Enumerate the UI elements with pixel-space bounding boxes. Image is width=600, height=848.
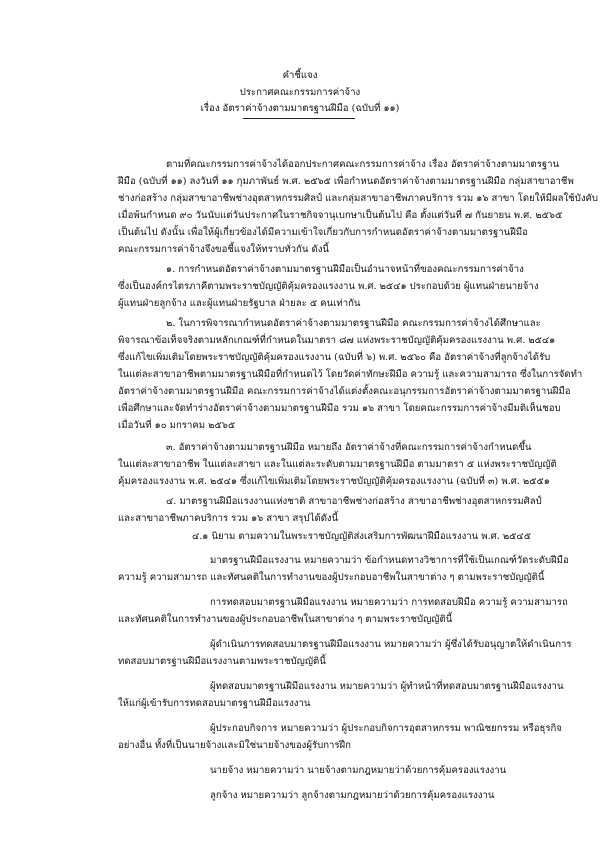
section-4-1-heading: ๔.๑ นิยาม ตามความในพระราชบัญญัติส่งเสริมการพัฒนาฝีมือแรงงาน พ.ศ. ๒๕๔๕ — [192, 531, 531, 542]
item-2-line: ๒. ในการพิจารณากำหนดอัตราค่าจ้างตามมาตรฐานฝีมือ คณะกรรมการค่าจ้างได้ศึกษาและ — [166, 318, 541, 329]
body-line: ตามที่คณะกรรมการค่าจ้างได้ออกประกาศคณะกรรมการค่าจ้าง เรื่อง อัตราค่าจ้างตามมาตรฐาน — [166, 159, 560, 170]
definition-line: และทัศนคติในการทำงานของผู้ประกอบอาชีพในสาขาต่าง ๆ ตามพระราชบัญญัตินี้ — [118, 614, 453, 625]
definition-line: ให้แก่ผู้เข้ารับการทดสอบมาตรฐานฝีมือแรงงาน — [118, 698, 311, 709]
definition-line: นายจ้าง หมายความว่า นายจ้างตามกฎหมายว่าด้วยการคุ้มครองแรงงาน — [210, 765, 507, 776]
item-2-line: อัตราค่าจ้างตามมาตรฐานฝีมือ คณะกรรมการค่าจ้างได้แต่งตั้งคณะอนุกรรมการอัตราค่าจ้างตามมาตรฐานฝีมือ — [118, 386, 571, 397]
title-divider — [243, 118, 355, 119]
body-line: เมื่อพ้นกำหนด ๙๐ วันนับแต่วันประกาศในราชกิจจานุเบกษาเป็นต้นไป คือ ตั้งแต่วันที่ ๗ กันยายน พ.ศ. ๒๕๖๕ — [118, 210, 563, 221]
definition-line: ลูกจ้าง หมายความว่า ลูกจ้างตามกฎหมายว่าด้วยการคุ้มครองแรงงาน — [210, 790, 495, 801]
item-2-line: ในแต่ละสาขาอาชีพตามมาตรฐานฝีมือที่กำหนดไว้ โดยวัดค่าทักษะฝีมือ ความรู้ และความสามารถ ซึ่งในการจัดทำ — [118, 369, 583, 380]
definition-line: ผู้ดำเนินการทดสอบมาตรฐานฝีมือแรงงาน หมายความว่า ผู้ซึ่งได้รับอนุญาตให้ดำเนินการ — [210, 639, 572, 650]
item-2-line: ซึ่งแก้ไขเพิ่มเติมโดยพระราชบัญญัติคุ้มครองแรงงาน (ฉบับที่ ๖) พ.ศ. ๒๕๖๐ คือ อัตราค่าจ้างที่ลูกจ้างได้รับ — [118, 352, 551, 363]
item-4-line: ๔. มาตรฐานฝีมือแรงงานแห่งชาติ สาขาอาชีพช่างก่อสร้าง สาขาอาชีพช่างอุตสาหกรรมศิลป์ — [166, 496, 542, 507]
definition-line: ความรู้ ความสามารถ และทัศนคติในการทำงานของผู้ประกอบอาชีพในสาขาต่าง ๆ ตามพระราชบัญญัตินี้ — [118, 572, 545, 583]
definition-line: ทดสอบมาตรฐานฝีมือแรงงานตามพระราชบัญญัตินี้ — [118, 656, 326, 667]
document-title: คำชี้แจง — [282, 70, 318, 81]
body-line: ฝีมือ (ฉบับที่ ๑๑) ลงวันที่ ๑๑ กุมภาพันธ์ พ.ศ. ๒๕๖๕ เพื่อกำหนดอัตราค่าจ้างตามมาตรฐานฝีมือ กลุ่มสาขาอาชีพ — [118, 176, 574, 187]
announcement-name: ประกาศคณะกรรมการค่าจ้าง — [239, 87, 361, 98]
definition-line: มาตรฐานฝีมือแรงงาน หมายความว่า ข้อกำหนดทางวิชาการที่ใช้เป็นเกณฑ์วัดระดับฝีมือ — [210, 555, 569, 566]
body-line: ช่างก่อสร้าง กลุ่มสาขาอาชีพช่างอุตสาหกรรมศิลป์ และกลุ่มสาขาอาชีพภาคบริการ รวม ๑๖ สาขา โดยให้มีผลใช้บังคับ — [118, 193, 599, 204]
definition-line: การทดสอบมาตรฐานฝีมือแรงงาน หมายความว่า การทดสอบฝีมือ ความรู้ ความสามารถ — [210, 597, 568, 608]
item-1-line: ซึ่งเป็นองค์กรไตรภาคีตามพระราชบัญญัติคุ้มครองแรงงาน พ.ศ. ๒๕๔๑ ประกอบด้วย ผู้แทนฝ่ายนายจ้าง — [118, 281, 539, 292]
body-line: เป็นต้นไป ดังนั้น เพื่อให้ผู้เกี่ยวข้องได้มีความเข้าใจเกี่ยวกับการกำหนดอัตราค่าจ้างตามมาตรฐานฝีมือ — [118, 227, 528, 238]
announcement-subject: เรื่อง อัตราค่าจ้างตามมาตรฐานฝีมือ (ฉบับที่ ๑๑) — [200, 103, 400, 114]
definition-line: อย่างอื่น ทั้งที่เป็นนายจ้างและมิใช่นายจ้างของผู้รับการฝึก — [118, 740, 351, 751]
body-line: คณะกรรมการค่าจ้างจึงขอชี้แจงให้ทราบทั่วกัน ดังนี้ — [118, 244, 329, 255]
item-2-line: พิจารณาข้อเท็จจริงตามหลักเกณฑ์ที่กำหนดในมาตรา ๘๗ แห่งพระราชบัญญัติคุ้มครองแรงงาน พ.ศ. ๒๕๔๑ — [118, 335, 556, 346]
item-3-line: ในแต่ละสาขาอาชีพ ในแต่ละสาขา และในแต่ละระดับตามมาตรฐานฝีมือ ตามมาตรา ๕ แห่งพระราชบัญญัติ — [118, 459, 557, 470]
definition-line: ผู้ประกอบกิจการ หมายความว่า ผู้ประกอบกิจการอุตสาหกรรม พาณิชยกรรม หรือธุรกิจ — [210, 723, 562, 734]
item-3-line: ๓. อัตราค่าจ้างตามมาตรฐานฝีมือ หมายถึง อัตราค่าจ้างที่คณะกรรมการค่าจ้างกำหนดขึ้น — [166, 442, 532, 453]
item-1-line: ๑. การกำหนดอัตราค่าจ้างตามมาตรฐานฝีมือเป็นอำนาจหน้าที่ของคณะกรรมการค่าจ้าง — [166, 264, 524, 275]
item-2-line: เพื่อศึกษาและจัดทำร่างอัตราค่าจ้างตามมาตรฐานฝีมือ รวม ๑๖ สาขา โดยคณะกรรมการค่าจ้างมีมติเห็นชอบ — [118, 403, 561, 414]
item-4-line: และสาขาอาชีพภาคบริการ รวม ๑๖ สาขา สรุปได้ดังนี้ — [118, 513, 339, 524]
item-1-line: ผู้แทนฝ่ายลูกจ้าง และผู้แทนฝ่ายรัฐบาล ฝ่ายละ ๕ คนเท่ากัน — [118, 298, 361, 309]
item-2-line: เมื่อวันที่ ๑๐ มกราคม ๒๕๖๕ — [118, 420, 236, 431]
definition-line: ผู้ทดสอบมาตรฐานฝีมือแรงงาน หมายความว่า ผู้ทำหน้าที่ทดสอบมาตรฐานฝีมือแรงงาน — [210, 681, 564, 692]
item-3-line: คุ้มครองแรงงาน พ.ศ. ๒๕๔๑ ซึ่งแก้ไขเพิ่มเติมโดยพระราชบัญญัติคุ้มครองแรงงาน (ฉบับที่ ๓) พ.ศ. ๒๕๕๑ — [118, 476, 550, 487]
